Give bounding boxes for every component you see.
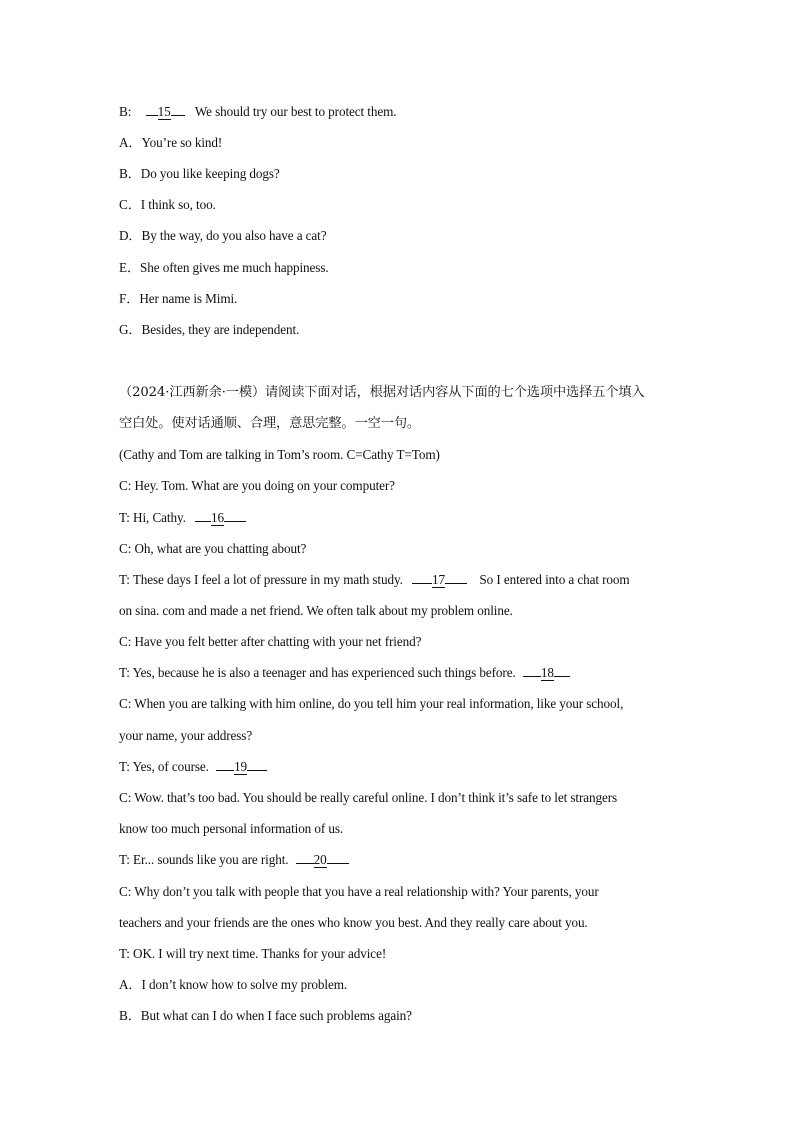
- dialogue-text: We should try our best to protect them.: [194, 104, 397, 119]
- option-e: [119, 259, 676, 277]
- dialogue-line: [119, 758, 676, 776]
- option-d: [119, 227, 676, 245]
- option-text: By the way, do you also have a cat?: [141, 228, 327, 243]
- dialogue-line-b: [119, 103, 676, 121]
- dialogue-text: T: Er... sounds like you are right.: [119, 852, 289, 867]
- dialogue-line: C: Oh, what are you chatting about?: [119, 541, 307, 556]
- option-text: Her name is Mimi.: [139, 291, 238, 306]
- option-a: [119, 976, 676, 994]
- option-letter: A．: [119, 977, 142, 992]
- option-text: I don’t know how to solve my problem.: [141, 977, 348, 992]
- answer-blank-17: 17: [432, 572, 445, 587]
- dialogue-text: T: Yes, of course.: [119, 759, 209, 774]
- option-letter: B．: [119, 1008, 141, 1023]
- option-a: [119, 134, 676, 152]
- option-letter: C．: [119, 197, 141, 212]
- dialogue-line: [119, 509, 676, 527]
- option-letter: D．: [119, 228, 142, 243]
- speaker-label: B:: [119, 104, 132, 119]
- option-text: I think so, too.: [140, 197, 216, 212]
- dialogue-text: T: These days I feel a lot of pressure in my math study.: [119, 572, 403, 587]
- dialogue-text: T: Hi, Cathy.: [119, 510, 186, 525]
- dialogue-line: know too much personal information of us.: [119, 821, 344, 836]
- dialogue-line: C: Why don’t you talk with people that you have a real relationship with? Your parents, your: [119, 884, 599, 899]
- dialogue-line: [119, 664, 676, 682]
- dialogue-text: T: Yes, because he is also a teenager and has experienced such things before.: [119, 665, 516, 680]
- instruction-line-2: 空白处。使对话通顺、合理，意思完整。一空一句。: [119, 416, 421, 431]
- answer-blank-15: 15: [157, 104, 171, 119]
- option-letter: F．: [119, 291, 140, 306]
- scene-description: (Cathy and Tom are talking in Tom’s room. C=Cathy T=Tom): [119, 447, 440, 462]
- dialogue-line: [119, 851, 676, 869]
- instruction-line-1: （2024·江西新余·一模）请阅读下面对话，根据对话内容从下面的七个选项中选择五个填入: [119, 385, 645, 400]
- dialogue-line: on sina. com and made a net friend. We often talk about my problem online.: [119, 603, 513, 618]
- answer-blank-19: 19: [234, 759, 248, 774]
- option-letter: E．: [119, 260, 141, 275]
- dialogue-line: C: Wow. that’s too bad. You should be really careful online. I don’t think it’s safe to let strangers: [119, 790, 618, 805]
- option-text: But what can I do when I face such problems again?: [140, 1008, 412, 1023]
- dialogue-text: So I entered into a chat room: [479, 572, 630, 587]
- dialogue-line: teachers and your friends are the ones who know you best. And they really care about you.: [119, 915, 588, 930]
- option-f: [119, 290, 676, 308]
- option-text: Do you like keeping dogs?: [140, 166, 280, 181]
- option-letter: A．: [119, 135, 142, 150]
- option-b: [119, 165, 676, 183]
- dialogue-line: C: Have you felt better after chatting with your net friend?: [119, 634, 422, 649]
- dialogue-line: [119, 571, 676, 589]
- option-text: She often gives me much happiness.: [140, 260, 329, 275]
- option-g: [119, 321, 676, 339]
- answer-blank-18: 18: [540, 665, 554, 680]
- dialogue-line: your name, your address?: [119, 728, 253, 743]
- dialogue-line: T: OK. I will try next time. Thanks for your advice!: [119, 946, 387, 961]
- option-letter: B．: [119, 166, 141, 181]
- dialogue-line: C: Hey. Tom. What are you doing on your computer?: [119, 478, 395, 493]
- answer-blank-20: 20: [313, 852, 327, 867]
- option-letter: G．: [119, 322, 142, 337]
- option-text: Besides, they are independent.: [141, 322, 300, 337]
- option-b: [119, 1007, 676, 1025]
- option-c: [119, 196, 676, 214]
- option-text: You’re so kind!: [141, 135, 223, 150]
- dialogue-line: C: When you are talking with him online, do you tell him your real information, like your school,: [119, 696, 624, 711]
- answer-blank-16: 16: [210, 510, 224, 525]
